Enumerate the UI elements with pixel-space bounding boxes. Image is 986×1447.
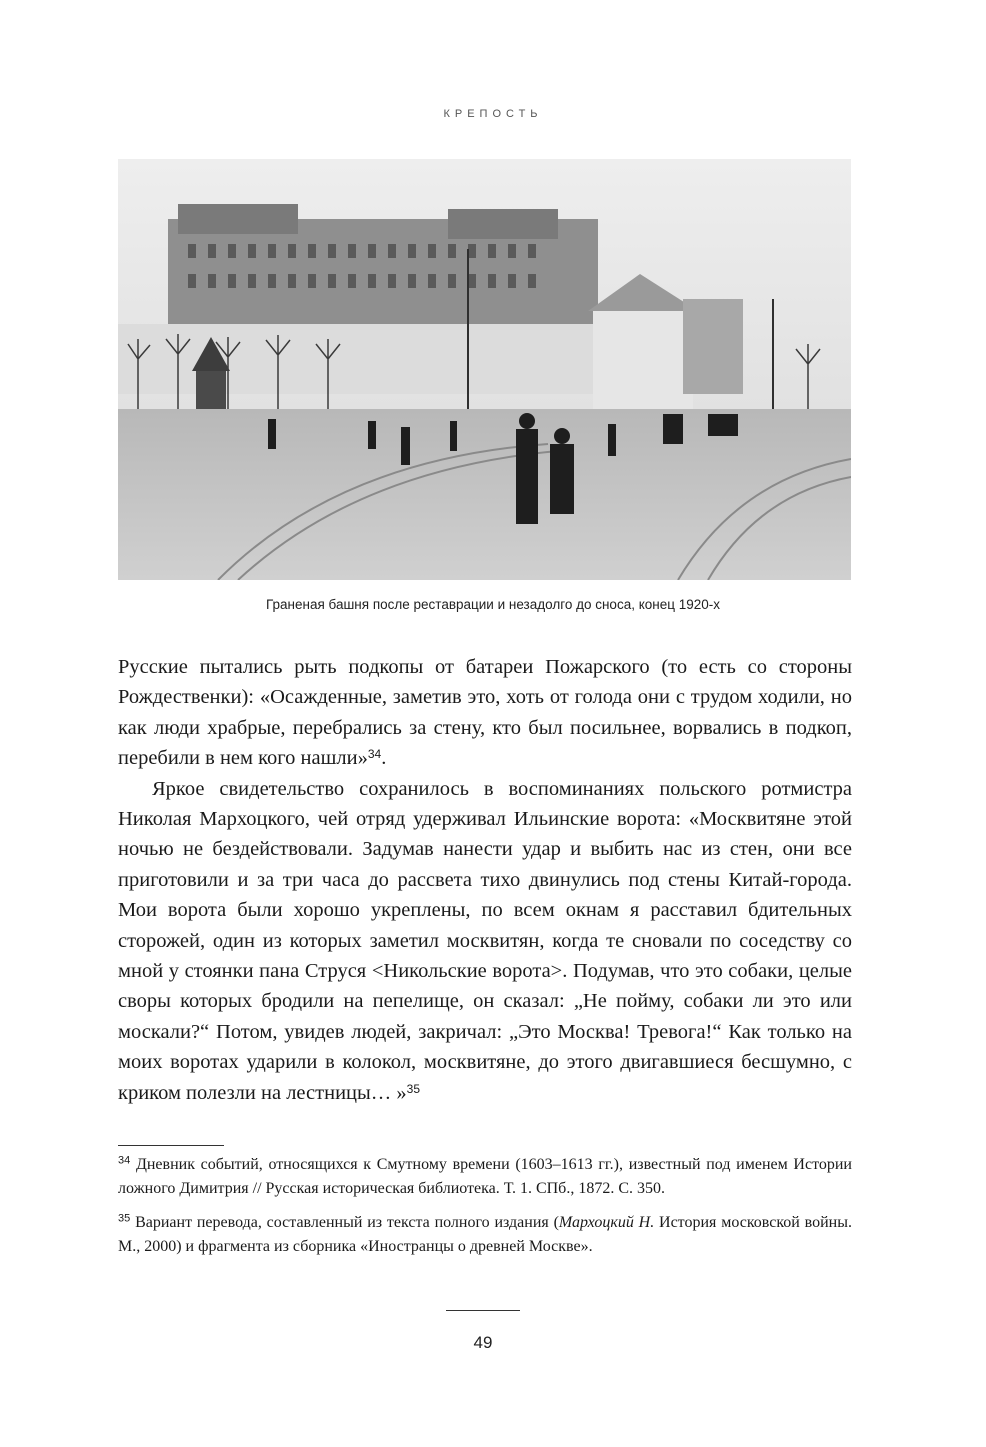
footnote-ref-34[interactable]: 34 [367, 747, 382, 762]
paragraph-1-end: . [381, 747, 387, 770]
running-head: КРЕПОСТЬ [443, 108, 543, 120]
paragraph-1 [118, 652, 852, 774]
paragraph-2 [118, 774, 852, 1108]
footnote-text: Вариант перевода, составленный из текста полного издания ( [135, 1214, 559, 1231]
footnote-divider [118, 1145, 224, 1146]
paragraph-2-text: Яркое свидетельство сохранилось в воспоминаниях польского ротмистра Николая Мархоцкого, чей отряд удерживал Ильинские ворота: «Москвитяне этой ночью не бездействовали. Задумав нанести удар и выбить нас из стен, они все приготовили и за три часа до рассвета тихо двинулись под стены Китай-города. Мои ворота были хорошо укреплены, по всем окнам я расставил бдительных сторожей, один из которых заметил москвитян, когда те сновали по соседству со мной у стоянки пана Струся <Никольские ворота>. Подумав, что это собаки, целые своры которых бродили на пепелище, он сказал: „Не пойму, собаки ли это или москали?“ Потом, увидев людей, закричал: „Это Москва! Тревога!“ Как только на моих воротах ударили в колокол, москвитяне, до этого двигавшиеся бесшумно, с криком полезли на лестницы… » [118, 777, 852, 1104]
footnote-text-tail: История московской войны. М., 2000) и фрагмента из сборника «Иностранцы о древней Москве». [118, 1214, 852, 1255]
historical-photo [118, 159, 851, 580]
footnote-text: Дневник событий, относящихся к Смутному времени (1603–1613 гг.), известный под именем Истории ложного Димитрия // Русская историческая библиотека. Т. 1. СПб., 1872. С. 350. [118, 1156, 852, 1197]
page-number-rule [446, 1310, 520, 1311]
photo-illustration [118, 159, 851, 580]
footnote-number: 35 [118, 1212, 131, 1225]
body-text [118, 652, 852, 1108]
footnote-34 [118, 1153, 852, 1201]
page-number: 49 [473, 1333, 493, 1352]
footnote-35 [118, 1211, 852, 1259]
footnotes [118, 1153, 852, 1269]
footnote-author: Мархоцкий Н. [558, 1214, 655, 1231]
figure-caption: Граненая башня после реставрации и незадолго до сноса, конец 1920-х [265, 597, 720, 612]
footnote-number: 34 [118, 1154, 131, 1167]
footnote-ref-35[interactable]: 35 [406, 1081, 421, 1096]
paragraph-1-text: Русские пытались рыть подкопы от батареи Пожарского (то есть со стороны Рождественки): «Осажденные, заметив это, хоть от голода они с трудом ходили, но как люди храбрые, перебрались за стену, кто был посильнее, ворвались в подкоп, перебили в нем кого нашли» [118, 656, 852, 770]
